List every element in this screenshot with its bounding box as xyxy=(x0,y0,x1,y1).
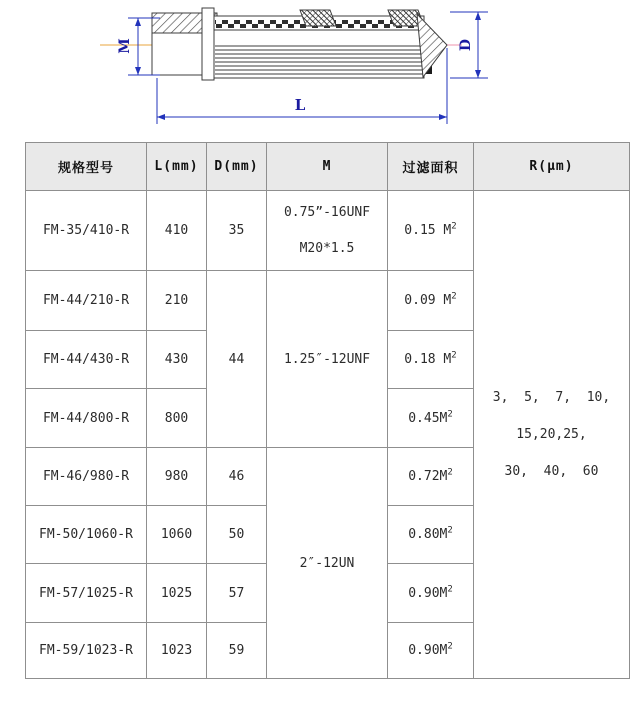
r-micron-cell xyxy=(474,191,630,679)
r-line3: 30, 40, 60 xyxy=(504,464,599,479)
area-sup: 2 xyxy=(447,409,453,420)
m-merged-cell: 1.25″-12UNF xyxy=(267,271,388,448)
spec-table xyxy=(25,142,630,679)
d-cell: 35 xyxy=(207,191,267,271)
dim-label-d: D xyxy=(458,38,474,52)
area-cell xyxy=(388,389,474,448)
area-cell xyxy=(388,271,474,331)
m-merged-cell: 2″-12UN xyxy=(267,448,388,679)
l-cell: 430 xyxy=(147,331,207,389)
area-value: 0.90M xyxy=(408,585,448,601)
area-value: 0.15 M xyxy=(404,223,452,238)
m-cell xyxy=(267,191,388,271)
area-cell xyxy=(388,564,474,623)
l-cell: 410 xyxy=(147,191,207,271)
area-value: 0.09 M xyxy=(404,293,452,308)
area-sup: 2 xyxy=(447,584,453,595)
hatch-patch-left xyxy=(300,10,336,26)
area-sup: 2 xyxy=(451,291,457,302)
area-sup: 2 xyxy=(451,221,457,232)
area-cell xyxy=(388,506,474,564)
d-cell: 50 xyxy=(207,506,267,564)
d-cell: 59 xyxy=(207,623,267,679)
l-cell: 1060 xyxy=(147,506,207,564)
r-line2: 15,20,25, xyxy=(516,427,587,442)
model-cell: FM-44/430-R xyxy=(26,331,147,389)
model-cell: FM-50/1060-R xyxy=(26,506,147,564)
l-cell: 210 xyxy=(147,271,207,331)
filter-body xyxy=(152,8,447,80)
dim-label-m: M xyxy=(117,38,133,54)
header-d: D(mm) xyxy=(207,143,267,191)
m-thread-line1: 0.75”-16UNF xyxy=(283,204,371,220)
model-cell: FM-46/980-R xyxy=(26,448,147,506)
area-cell xyxy=(388,191,474,271)
model-cell: FM-59/1023-R xyxy=(26,623,147,679)
header-model: 规格型号 xyxy=(26,143,147,191)
area-value: 0.72M xyxy=(408,469,448,484)
l-cell: 1023 xyxy=(147,623,207,679)
area-cell xyxy=(388,448,474,506)
area-sup: 2 xyxy=(447,525,453,536)
area-value: 0.18 M xyxy=(404,352,452,367)
dim-label-l: L xyxy=(294,96,306,114)
area-sup: 2 xyxy=(451,350,457,361)
area-cell xyxy=(388,623,474,679)
m-thread-line2: M20*1.5 xyxy=(299,240,355,256)
l-cell: 980 xyxy=(147,448,207,506)
table-row xyxy=(26,191,630,271)
r-line1: 3, 5, 7, 10, xyxy=(492,390,611,405)
area-cell xyxy=(388,331,474,389)
header-m: M xyxy=(267,143,388,191)
area-value: 0.90M xyxy=(408,643,448,658)
area-value: 0.45M xyxy=(408,410,448,426)
d-cell: 46 xyxy=(207,448,267,506)
filter-element-diagram xyxy=(0,0,634,140)
model-cell: FM-44/210-R xyxy=(26,271,147,331)
model-cell: FM-57/1025-R xyxy=(26,564,147,623)
d-merged-cell: 44 xyxy=(207,271,267,448)
model-cell: FM-44/800-R xyxy=(26,389,147,448)
area-value: 0.80M xyxy=(408,527,448,542)
technical-drawing xyxy=(0,0,634,140)
area-sup: 2 xyxy=(447,467,453,478)
l-cell: 800 xyxy=(147,389,207,448)
header-area: 过滤面积 xyxy=(388,143,474,191)
model-cell: FM-35/410-R xyxy=(26,191,147,271)
d-cell: 57 xyxy=(207,564,267,623)
header-l: L(mm) xyxy=(147,143,207,191)
area-sup: 2 xyxy=(447,641,453,652)
flange xyxy=(202,8,214,80)
header-r: R(μm) xyxy=(474,143,630,191)
l-cell: 1025 xyxy=(147,564,207,623)
table-header-row xyxy=(26,143,630,191)
